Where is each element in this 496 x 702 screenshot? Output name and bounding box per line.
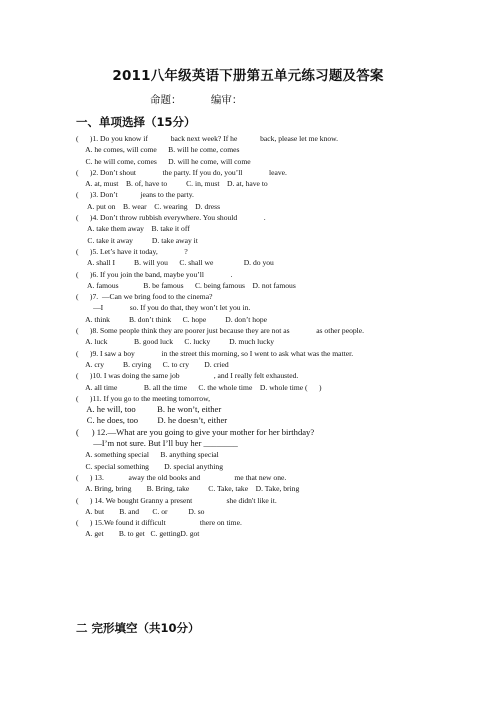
question-line: ( )5. Let’s have it today, ? [76,246,188,256]
question-line: —I’m not sure. But I’ll buy her ________ [76,438,238,449]
option-line: A. cry B. crying C. to cry D. cried [76,359,229,369]
option-line: A. think B. don’t think C. hope D. don’t hope [76,314,268,324]
question-line: —I so. If you do that, they won’t let you in. [76,303,251,313]
option-line: A. he will, too B. he won’t, either [76,404,222,415]
option-line: A. take them away B. take it off [76,224,190,234]
question-line: ( ) 15.We found it difficult there on time. [76,518,242,528]
section-heading-single-choice: 一、单项选择（15分） [76,115,196,129]
question-line: ( )9. I saw a boy in the street this morning, so I went to ask what was the matter. [76,348,354,358]
question-line: ( ) 12.—What are you going to give your mother for her birthday? [76,426,315,437]
question-list [76,133,416,540]
option-line: A. put on B. wear C. wearing D. dress [76,201,221,211]
question-line: ( )8. Some people think they are poorer just because they are not as as other people. [76,326,365,336]
option-line: A. he comes, will come B. will he come, comes [76,145,240,155]
question-line: ( ) 13. away the old books and me that new one. [76,472,287,482]
question-line: ( )10. I was doing the same job , and I really felt exhausted. [76,371,299,381]
option-line: A. at, must B. of, have to C. in, must D. at, have to [76,179,268,189]
question-line: ( )7. —Can we bring food to the cinema? [76,292,213,302]
question-line: ( )1. Do you know if back next week? If he back, please let me know. [76,134,339,143]
option-line: C. he will come, comes D. will he come, will come [76,156,251,166]
option-line: A. get B. to get C. gettingD. got [76,529,200,539]
option-line: A. Bring, bring B. Bring, take C. Take, take D. Take, bring [76,484,300,494]
question-line: ( )4. Don’t throw rubbish everywhere. You should . [76,213,266,223]
option-line: A. famous B. be famous C. being famous D. not famous [76,280,296,290]
author-line [150,92,242,107]
option-line: A. but B. and C. or D. so [76,506,205,516]
option-line: C. he does, too D. he doesn’t, either [76,415,228,426]
option-line: A. luck B. good luck C. lucky D. much lucky [76,337,275,347]
option-line: C. take it away D. take away it [76,235,198,245]
author-label: 命题： [150,94,182,106]
section-heading-cloze: 二 完形填空（共10分） [76,621,200,635]
option-line: A. something special B. anything special [76,450,219,460]
question-line: ( )11. If you go to the meeting tomorrow, [76,393,210,403]
question-line: ( )2. Don’t shout the party. If you do, you’ll leave. [76,167,287,177]
reviewer-label: 编审： [210,94,243,106]
question-line: ( )6. If you join the band, maybe you’ll . [76,269,233,279]
document-title: 2011八年级英语下册第五单元练习题及答案 [112,68,384,84]
question-line: ( ) 14. We bought Granny a present she didn't like it. [76,495,277,505]
option-line: A. shall I B. will you C. shall we D. do you [76,258,274,268]
option-line: C. special something D. special anything [76,461,223,471]
question-line: ( )3. Don’t jeans to the party. [76,190,194,200]
option-line: A. all time B. all the time C. the whole time D. whole time ( ) [76,382,322,392]
